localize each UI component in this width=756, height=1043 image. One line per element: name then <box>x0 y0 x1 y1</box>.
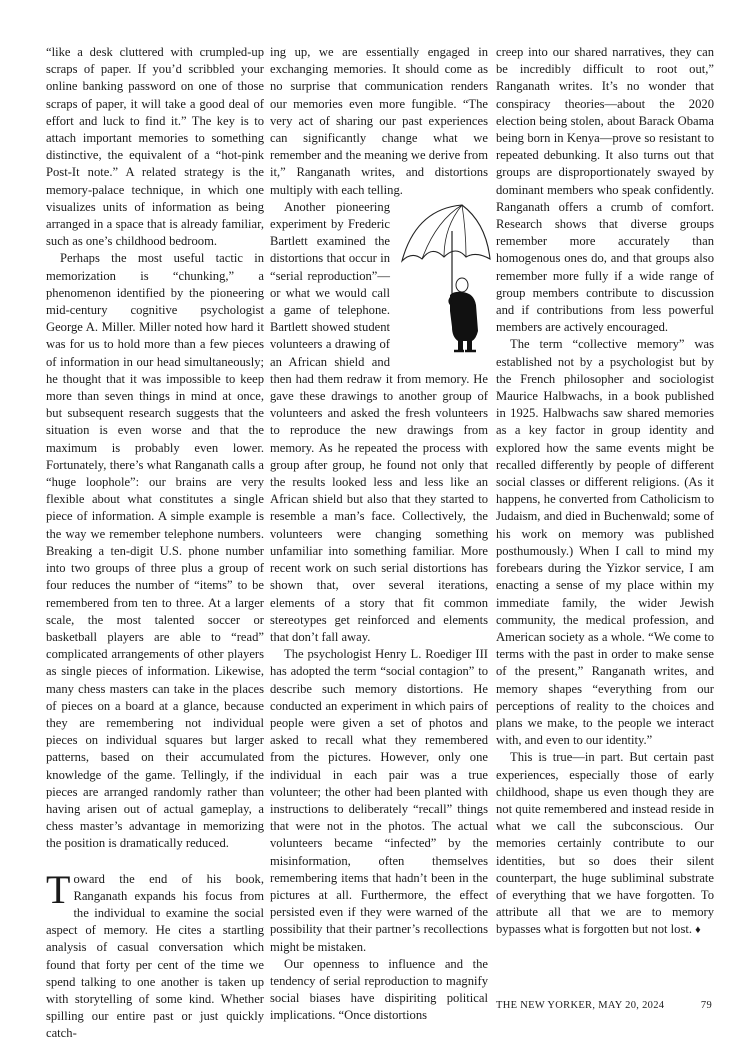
column-1 <box>46 44 264 1043</box>
paragraph <box>46 866 264 1043</box>
drop-cap: T <box>46 866 71 912</box>
end-mark-icon: ♦ <box>695 924 701 937</box>
paragraph-text: The term “collective memory” was established not by a psychologist but by the French philosopher and sociologist Maurice Halbwachs, in a book published in 1925. Halbwachs saw shared memories as a key factor in group identity and explored how the same events might be recalled differently by people of different social classes or different religions. (As it happens, he converted from Catholicism to Judaism, and died in Buchenwald; some of his work on memory was published posthumously.) When I call to mind my forebears during the Yizkor service, I am enacting a sense of my place within my immediate family, the wider Jewish community, the medical profession, and American society as a whole. “We come to terms with the past in order to make sense of the present,” Ranganath writes, and memory shapes “everything from our perceptions of reality to the choices and plans we make, to the people we interact with, and even to our identity.” <box>496 337 714 748</box>
paragraph-text: This is true—in part. But certain past experiences, especially those of early childhood, shape us even though they are not quite remembered and instead reside in what we call the subconscious. Our memories certainly contribute to our identities, but so does their silent counterpart, the huge subliminal substrate of everything that we have forgotten. To attribute all that we are to memory bypasses what is forgotten but not lost. <box>496 750 714 937</box>
paragraph: Perhaps the most useful tactic in memorization is “chunking,” a phenomenon identified by the pioneering mid-century cognitive psychologist George A. Miller. Miller noted how hard it was for us to hold more than a few pieces of information in our head simultaneously; he thought that it was impossible to keep more than seven things in mind at once, but subsequent research suggests that the situation is even worse and that the maximum is probably even lower. Fortunately, there’s what Ranganath calls a “huge loophole”: our brains are very flexible about what constitutes a single piece of information. A simple example is the way we remember telephone numbers. Breaking a ten-digit U.S. phone number into two groups of three plus a group of four reduces the number of “items” to be remembered from ten to three. At a larger scale, the most talented soccer or basketball players are able to “read” complicated arrangements of other players as single pieces of information. Likewise, many chess masters can take in the places of pieces on a board at a glance, because they are remembering not individual pieces on individual squares but larger patterns, based on their accumulated knowledge of the game. Tellingly, if the pieces are arranged randomly rather than having arisen out of actual gameplay, a chess master’s advantage in memorizing the position is dramatically reduced. <box>46 251 264 851</box>
paragraph <box>496 749 714 939</box>
paragraph-text: creep into our shared narratives, they can be incredibly difficult to root out,” Ranganath writes. It’s no wonder that conspiracy theories—about the 2020 election being stolen, about Barack Obama being born in Kenya—prove so resistant to repeated debunking. It also turns out that groups are disproportionately swayed by dominant members who speak confidently. Ranganath offers a crumb of comfort. Research shows that diverse groups remember more accurately than homogenous ones do, and that groups also remember more fully if a wide range of group members contribute to discussion and if contributions from less powerful members are actively encouraged. <box>496 45 714 335</box>
column-2 <box>270 44 488 1025</box>
paragraph: Our openness to influence and the tendency of serial reproduction to magnify social biases have dispiriting political implications. “Once distortions <box>270 956 488 1023</box>
paragraph: The psychologist Henry L. Roediger III has adopted the term “social contagion” to describe such memory distortions. He conducted an experiment in which pairs of people were given a set of photos and asked to recall what they remembered from the pictures. However, only one individual in each pair was a true volunteer; the other had been planted with instructions to deliberately “recall” things that were not in the photos. The actual volunteers became “infected” by the misinformation, often themselves remembering items that hadn’t been in the pictures at all. Furthermore, the effect persisted even if they were warned of the possibility that their partner’s recollections might be mistaken. <box>270 647 488 954</box>
paragraph-text: Another pioneering experiment by Frederic Bartlett examined the distortions that occur in “serial reproduction”—or what we would call a game of telephone. Bartlett showed student volunteers a drawing of an African shield and then had them redraw it from memory. He gave these drawings to another group of volunteers and asked the fresh volunteers to reproduce the new drawings from memory. As he repeated the process with group after group, he found not only that the results looked less and less like an African shield but also that they started to resemble a man’s face. Collectively, the volunteers were changing something unfamiliar into something familiar. More recent work on such serial distortions has shown that, over several iterations, elements of a story that fit common stereotypes get reinforced and elements that don’t fall away. <box>270 199 488 644</box>
paragraph: “like a desk cluttered with crumpled-up scraps of paper. If you’d scribbled your online banking password on one of those scraps of paper, it will take a good deal of effort and luck to find it.” The key is to attach important memories to something distinctive, the equivalent of a “hot-pink Post-It note.” A related strategy is the memory-palace technique, in which one visualizes units of information as being arranged in a space that is already familiar, such as one’s childhood bedroom. <box>46 45 264 249</box>
paragraph-text: oward the end of his book, Ranganath expands his focus from the individual to examine the social aspect of memory. He cites a startling analysis of casual conversation which found that forty per cent of the time we spend talking to one another is taken up with storytelling of some kind. Whether spilling our entire past or just quickly catch- <box>46 871 264 1041</box>
man-with-umbrella-illustration <box>396 201 494 359</box>
page-footer <box>496 1000 712 1011</box>
section-break <box>46 853 264 871</box>
paragraph: ing up, we are essentially engaged in exchanging memories. It should come as no surprise that communication renders our memories even more fungible. “The very act of sharing our past experiences can significantly change what we remember and the meaning we derive from it,” Ranganath writes, and distortions multiply with each telling. <box>270 45 488 197</box>
paragraph <box>270 199 488 646</box>
column-3 <box>496 44 714 940</box>
paragraph <box>496 336 714 749</box>
paragraph <box>496 44 714 336</box>
page-number: 79 <box>700 1000 712 1011</box>
publication-dateline: THE NEW YORKER, MAY 20, 2024 <box>496 1000 665 1011</box>
